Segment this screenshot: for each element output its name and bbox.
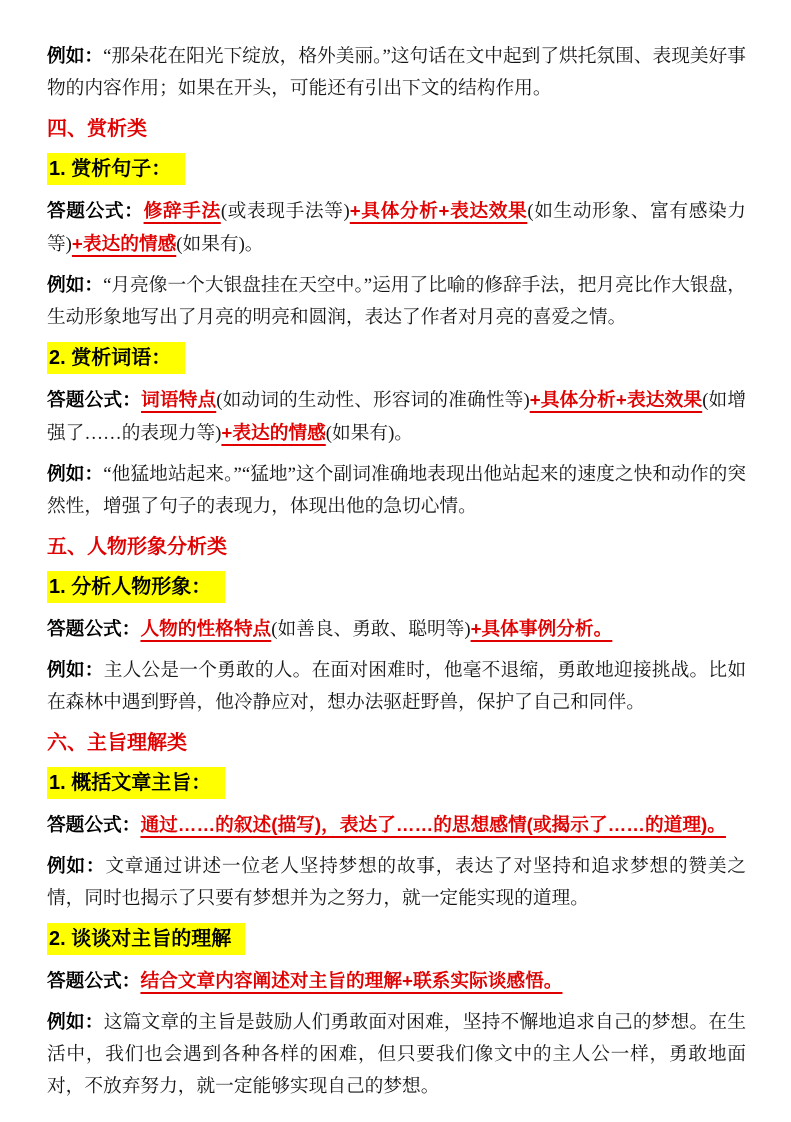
example-text: 文章通过讲述一位老人坚持梦想的故事，表达了对坚持和追求梦想的赞美之情，同时也揭示了只要有梦想并为之努力，就一定能实现的道理。 <box>47 856 746 909</box>
subheading-row <box>47 153 746 187</box>
example-text: “那朵花在阳光下绽放，格外美丽。”这句话在文中起到了烘托氛围、表现美好事物的内容作用；如果在开头，可能还有引出下文的结构作用。 <box>47 46 746 99</box>
formula-paragraph <box>47 384 746 450</box>
formula-red-segment: +具体分析+表达效果 <box>349 200 528 221</box>
formula-paragraph <box>47 195 746 261</box>
formula-plain-segment: (如生动形象、富有感染力等) <box>47 201 746 255</box>
formula-plain-segment: (如善良、勇敢、聪明等) <box>271 619 471 640</box>
formula-plain-segment: (或表现手法等) <box>220 201 350 222</box>
subheading-highlight: 1. 概括文章主旨： <box>47 767 225 799</box>
example-paragraph <box>47 269 746 334</box>
example-paragraph <box>47 654 746 719</box>
example-label: 例如： <box>47 45 104 66</box>
subheading-row <box>47 923 746 957</box>
example-label: 例如： <box>47 1011 104 1032</box>
formula-paragraph <box>47 613 746 646</box>
formula-red-segment: 词语特点 <box>141 389 217 410</box>
section-heading: 四、赏析类 <box>47 118 147 140</box>
formula-label: 答题公式： <box>47 618 141 639</box>
example-paragraph <box>47 40 746 105</box>
subheading-row <box>47 342 746 376</box>
example-label: 例如： <box>47 463 104 484</box>
subheading-highlight: 1. 分析人物形象： <box>47 571 225 603</box>
formula-label: 答题公式： <box>47 200 144 221</box>
example-text: “他猛地站起来。”“猛地”这个副词准确地表现出他站起来的速度之快和动作的突然性，增强了句子的表现力，体现出他的急切心情。 <box>47 464 747 517</box>
subheading-row <box>47 767 746 801</box>
example-text: “月亮像一个大银盘挂在天空中。”运用了比喻的修辞手法，把月亮比作大银盘，生动形象地写出了月亮的明亮和圆润，表达了作者对月亮的喜爱之情。 <box>47 275 746 328</box>
example-text: 这篇文章的主旨是鼓励人们勇敢面对困难，坚持不懈地追求自己的梦想。在生活中，我们也会遇到各种各样的困难，但只要我们像文中的主人公一样，勇敢地面对，不放弃努力，就一定能够实现自己的梦想。 <box>47 1012 747 1097</box>
formula-paragraph <box>47 809 746 842</box>
subheading-row <box>47 571 746 605</box>
formula-plain-segment: (如果有)。 <box>176 234 264 255</box>
subheading-highlight: 2. 谈谈对主旨的理解 <box>47 923 245 955</box>
section-heading: 五、人物形象分析类 <box>47 536 227 558</box>
example-label: 例如： <box>47 274 104 295</box>
formula-plain-segment: (如果有)。 <box>325 423 413 444</box>
formula-plain-segment: (如增强了……的表现力等) <box>47 390 747 444</box>
subheading-highlight: 2. 赏析词语： <box>47 342 185 374</box>
example-label: 例如： <box>47 659 104 680</box>
formula-plain-segment: (如动词的生动性、形容词的准确性等) <box>216 390 530 411</box>
formula-red-segment: 通过……的叙述(描写)，表达了……的思想感情(或揭示了……的道理)。 <box>140 814 726 835</box>
formula-red-segment: +具体分析+表达效果 <box>529 389 703 410</box>
example-label: 例如： <box>47 855 106 876</box>
formula-red-segment: +表达的情感 <box>221 422 326 443</box>
formula-red-segment: 结合文章内容阐述对主旨的理解+联系实际谈感悟。 <box>140 970 563 991</box>
formula-label: 答题公式： <box>47 970 141 991</box>
formula-red-segment: +表达的情感 <box>71 233 177 254</box>
formula-label: 答题公式： <box>47 389 142 410</box>
example-paragraph <box>47 850 746 915</box>
formula-red-segment: 修辞手法 <box>143 200 221 221</box>
formula-label: 答题公式： <box>47 814 141 835</box>
example-text: 主人公是一个勇敢的人。在面对困难时，他毫不退缩，勇敢地迎接挑战。比如在森林中遇到野兽，他冷静应对，想办法驱赶野兽，保护了自己和同伴。 <box>47 660 747 713</box>
subheading-highlight: 1. 赏析句子： <box>47 153 185 185</box>
formula-paragraph <box>47 965 746 998</box>
section-heading: 六、主旨理解类 <box>47 732 187 754</box>
example-paragraph <box>47 1006 746 1103</box>
example-paragraph <box>47 458 746 523</box>
formula-red-segment: 人物的性格特点 <box>140 618 272 639</box>
formula-red-segment: +具体事例分析。 <box>470 618 613 639</box>
